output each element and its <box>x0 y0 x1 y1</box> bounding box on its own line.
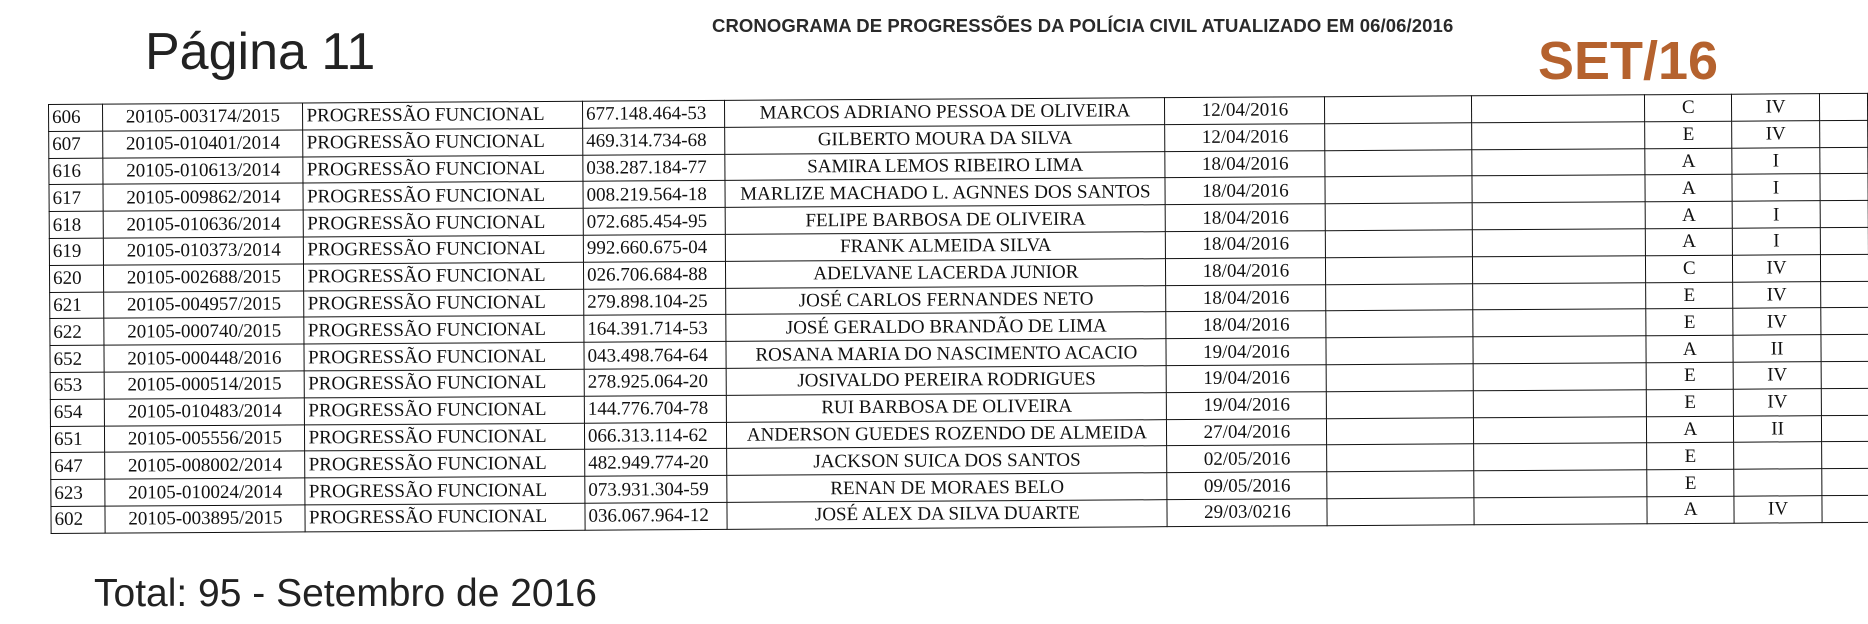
class-cell: E <box>1646 362 1733 389</box>
cpf-cell: 144.776.704-78 <box>584 395 727 423</box>
progression-type-cell: PROGRESSÃO FUNCIONAL <box>303 101 583 130</box>
level-cell: IV <box>1733 254 1821 281</box>
empty-cell <box>1820 147 1868 174</box>
class-cell: E <box>1646 309 1733 336</box>
date-cell: 18/04/2016 <box>1166 284 1326 312</box>
empty-cell <box>1473 256 1646 284</box>
process-number-cell: 20105-010401/2014 <box>103 130 303 158</box>
process-number-cell: 20105-009862/2014 <box>103 183 303 211</box>
process-number-cell: 20105-008002/2014 <box>105 451 305 479</box>
class-cell: C <box>1646 255 1733 282</box>
process-number-cell: 20105-010483/2014 <box>104 398 304 426</box>
row-number-cell: 651 <box>50 426 104 453</box>
empty-cell <box>1473 336 1646 364</box>
level-cell: IV <box>1734 496 1822 523</box>
class-cell: A <box>1645 228 1732 255</box>
level-cell <box>1734 469 1822 496</box>
empty-cell <box>1474 497 1647 525</box>
class-cell: E <box>1645 121 1732 148</box>
class-cell: E <box>1646 282 1733 309</box>
progression-type-cell: PROGRESSÃO FUNCIONAL <box>305 369 585 398</box>
empty-cell <box>1820 227 1868 254</box>
progression-type-cell: PROGRESSÃO FUNCIONAL <box>304 235 584 264</box>
page-label: Página 11 <box>145 23 376 81</box>
empty-cell <box>1821 388 1868 415</box>
progressions-table <box>48 93 1868 534</box>
level-cell: I <box>1732 147 1820 174</box>
process-number-cell: 20105-000740/2015 <box>104 317 304 345</box>
cpf-cell: 992.660.675-04 <box>583 234 726 262</box>
empty-cell <box>1325 149 1472 177</box>
empty-cell <box>1820 174 1868 201</box>
class-cell: A <box>1645 201 1732 228</box>
progression-type-cell: PROGRESSÃO FUNCIONAL <box>304 342 584 371</box>
level-cell: IV <box>1734 388 1822 415</box>
empty-cell <box>1325 123 1472 151</box>
level-cell: IV <box>1733 281 1821 308</box>
date-cell: 27/04/2016 <box>1167 418 1327 446</box>
cpf-cell: 036.067.964-12 <box>585 502 728 530</box>
row-number-cell: 654 <box>50 399 104 426</box>
name-cell: MARLIZE MACHADO L. AGNNES DOS SANTOS <box>725 178 1165 207</box>
process-number-cell: 20105-010636/2014 <box>103 210 303 238</box>
date-cell: 18/04/2016 <box>1165 150 1325 178</box>
empty-cell <box>1325 176 1472 204</box>
empty-cell <box>1326 283 1473 311</box>
cpf-cell: 279.898.104-25 <box>584 288 727 316</box>
empty-cell <box>1327 391 1474 419</box>
process-number-cell: 20105-010373/2014 <box>104 237 304 265</box>
empty-cell <box>1821 361 1868 388</box>
process-number-cell: 20105-000448/2016 <box>104 344 304 372</box>
empty-cell <box>1473 282 1646 310</box>
empty-cell <box>1474 470 1647 498</box>
row-number-cell: 647 <box>51 453 105 480</box>
empty-cell <box>1327 444 1474 472</box>
level-cell: I <box>1733 228 1821 255</box>
empty-cell <box>1821 335 1868 362</box>
date-cell: 12/04/2016 <box>1165 123 1325 151</box>
name-cell: ANDERSON GUEDES ROZENDO DE ALMEIDA <box>727 419 1167 448</box>
name-cell: RUI BARBOSA DE OLIVEIRA <box>727 392 1167 421</box>
process-number-cell: 20105-002688/2015 <box>104 264 304 292</box>
document-title: CRONOGRAMA DE PROGRESSÕES DA POLÍCIA CIVIL ATUALIZADO EM 06/06/2016 <box>712 15 1454 36</box>
level-cell <box>1734 442 1822 469</box>
empty-cell <box>1820 254 1868 281</box>
date-cell: 18/04/2016 <box>1165 204 1325 232</box>
empty-cell <box>1821 442 1868 469</box>
name-cell: FRANK ALMEIDA SILVA <box>726 232 1166 261</box>
cpf-cell: 469.314.734-68 <box>583 127 726 155</box>
empty-cell <box>1819 93 1867 120</box>
progression-type-cell: PROGRESSÃO FUNCIONAL <box>305 476 585 505</box>
name-cell: ADELVANE LACERDA JUNIOR <box>726 258 1166 287</box>
empty-cell <box>1473 229 1646 257</box>
level-cell: II <box>1734 415 1822 442</box>
empty-cell <box>1474 390 1647 418</box>
class-cell: E <box>1647 469 1734 496</box>
date-cell: 18/04/2016 <box>1166 231 1326 259</box>
cpf-cell: 164.391.714-53 <box>584 315 727 343</box>
cpf-cell: 026.706.684-88 <box>583 261 726 289</box>
name-cell: JOSÉ GERALDO BRANDÃO DE LIMA <box>726 312 1166 341</box>
date-cell: 18/04/2016 <box>1166 311 1326 339</box>
cpf-cell: 043.498.764-64 <box>584 342 727 370</box>
row-number-cell: 617 <box>49 185 103 212</box>
level-cell: I <box>1732 174 1820 201</box>
row-number-cell: 652 <box>50 345 104 372</box>
row-number-cell: 621 <box>50 292 104 319</box>
cpf-cell: 482.949.774-20 <box>585 449 728 477</box>
progression-type-cell: PROGRESSÃO FUNCIONAL <box>304 262 584 291</box>
empty-cell <box>1822 495 1868 522</box>
table-body <box>49 93 1868 533</box>
empty-cell <box>1326 337 1473 365</box>
process-number-cell: 20105-003895/2015 <box>105 505 305 533</box>
name-cell: JOSÉ CARLOS FERNANDES NETO <box>726 285 1166 314</box>
empty-cell <box>1326 310 1473 338</box>
row-number-cell: 620 <box>49 265 103 292</box>
name-cell: GILBERTO MOURA DA SILVA <box>725 124 1165 153</box>
progression-type-cell: PROGRESSÃO FUNCIONAL <box>303 182 583 211</box>
progression-type-cell: PROGRESSÃO FUNCIONAL <box>304 316 584 345</box>
process-number-cell: 20105-000514/2015 <box>104 371 304 399</box>
empty-cell <box>1325 96 1472 124</box>
name-cell: JOSÉ ALEX DA SILVA DUARTE <box>727 500 1167 529</box>
date-cell: 19/04/2016 <box>1167 391 1327 419</box>
class-cell: C <box>1645 94 1732 121</box>
level-cell: IV <box>1733 362 1821 389</box>
row-number-cell: 653 <box>50 372 104 399</box>
date-cell: 29/03/0216 <box>1167 499 1327 527</box>
level-cell: IV <box>1732 120 1820 147</box>
empty-cell <box>1820 201 1868 228</box>
class-cell: A <box>1647 496 1734 523</box>
progression-type-cell: PROGRESSÃO FUNCIONAL <box>304 289 584 318</box>
row-number-cell: 622 <box>50 319 104 346</box>
level-cell: I <box>1732 201 1820 228</box>
cpf-cell: 072.685.454-95 <box>583 208 726 236</box>
progression-type-cell: PROGRESSÃO FUNCIONAL <box>304 208 584 237</box>
level-cell: II <box>1733 335 1821 362</box>
date-cell: 19/04/2016 <box>1166 365 1326 393</box>
empty-cell <box>1472 95 1645 123</box>
name-cell: MARCOS ADRIANO PESSOA DE OLIVEIRA <box>725 98 1165 127</box>
empty-cell <box>1473 202 1646 230</box>
class-cell: E <box>1646 389 1733 416</box>
row-number-cell: 606 <box>49 104 103 131</box>
date-cell: 12/04/2016 <box>1165 97 1325 125</box>
empty-cell <box>1473 309 1646 337</box>
class-cell: A <box>1646 335 1733 362</box>
empty-cell <box>1472 175 1645 203</box>
name-cell: FELIPE BARBOSA DE OLIVEIRA <box>725 205 1165 234</box>
empty-cell <box>1472 122 1645 150</box>
cpf-cell: 677.148.464-53 <box>582 100 725 128</box>
row-number-cell: 623 <box>51 479 105 506</box>
name-cell: ROSANA MARIA DO NASCIMENTO ACACIO <box>726 339 1166 368</box>
empty-cell <box>1472 148 1645 176</box>
class-cell: A <box>1645 148 1732 175</box>
cpf-cell: 066.313.114-62 <box>584 422 727 450</box>
cpf-cell: 038.287.184-77 <box>583 154 726 182</box>
empty-cell <box>1474 363 1647 391</box>
progression-type-cell: PROGRESSÃO FUNCIONAL <box>305 396 585 425</box>
name-cell: JOSIVALDO PEREIRA RODRIGUES <box>726 366 1166 395</box>
name-cell: JACKSON SUICA DOS SANTOS <box>727 446 1167 475</box>
empty-cell <box>1474 443 1647 471</box>
process-number-cell: 20105-003174/2015 <box>103 103 303 131</box>
row-number-cell: 616 <box>49 158 103 185</box>
name-cell: SAMIRA LEMOS RIBEIRO LIMA <box>725 151 1165 180</box>
empty-cell <box>1326 203 1473 231</box>
name-cell: RENAN DE MORAES BELO <box>727 473 1167 502</box>
date-cell: 02/05/2016 <box>1167 445 1327 473</box>
empty-cell <box>1821 415 1868 442</box>
empty-cell <box>1820 308 1868 335</box>
progression-type-cell: PROGRESSÃO FUNCIONAL <box>305 503 585 532</box>
class-cell: A <box>1645 175 1732 202</box>
class-cell: A <box>1647 416 1734 443</box>
process-number-cell: 20105-005556/2015 <box>105 424 305 452</box>
empty-cell <box>1326 230 1473 258</box>
empty-cell <box>1327 417 1474 445</box>
empty-cell <box>1474 416 1647 444</box>
date-cell: 18/04/2016 <box>1166 257 1326 285</box>
empty-cell <box>1326 257 1473 285</box>
cpf-cell: 073.931.304-59 <box>585 476 728 504</box>
date-cell: 18/04/2016 <box>1165 177 1325 205</box>
row-number-cell: 618 <box>49 211 103 238</box>
empty-cell <box>1327 471 1474 499</box>
date-cell: 19/04/2016 <box>1166 338 1326 366</box>
progression-type-cell: PROGRESSÃO FUNCIONAL <box>303 155 583 184</box>
empty-cell <box>1821 469 1868 496</box>
cpf-cell: 278.925.064-20 <box>584 368 727 396</box>
month-badge: SET/16 <box>1538 31 1719 91</box>
progression-type-cell: PROGRESSÃO FUNCIONAL <box>305 450 585 479</box>
progression-type-cell: PROGRESSÃO FUNCIONAL <box>305 423 585 452</box>
level-cell: IV <box>1732 94 1820 121</box>
row-number-cell: 607 <box>49 131 103 158</box>
row-number-cell: 619 <box>49 238 103 265</box>
process-number-cell: 20105-010613/2014 <box>103 157 303 185</box>
level-cell: IV <box>1733 308 1821 335</box>
progression-type-cell: PROGRESSÃO FUNCIONAL <box>303 128 583 157</box>
cpf-cell: 008.219.564-18 <box>583 181 726 209</box>
total-summary: Total: 95 - Setembro de 2016 <box>94 572 597 615</box>
empty-cell <box>1820 281 1868 308</box>
process-number-cell: 20105-004957/2015 <box>104 291 304 319</box>
class-cell: E <box>1647 443 1734 470</box>
empty-cell <box>1819 120 1867 147</box>
row-number-cell: 602 <box>51 506 105 533</box>
empty-cell <box>1327 364 1474 392</box>
date-cell: 09/05/2016 <box>1167 472 1327 500</box>
empty-cell <box>1327 498 1474 526</box>
process-number-cell: 20105-010024/2014 <box>105 478 305 506</box>
